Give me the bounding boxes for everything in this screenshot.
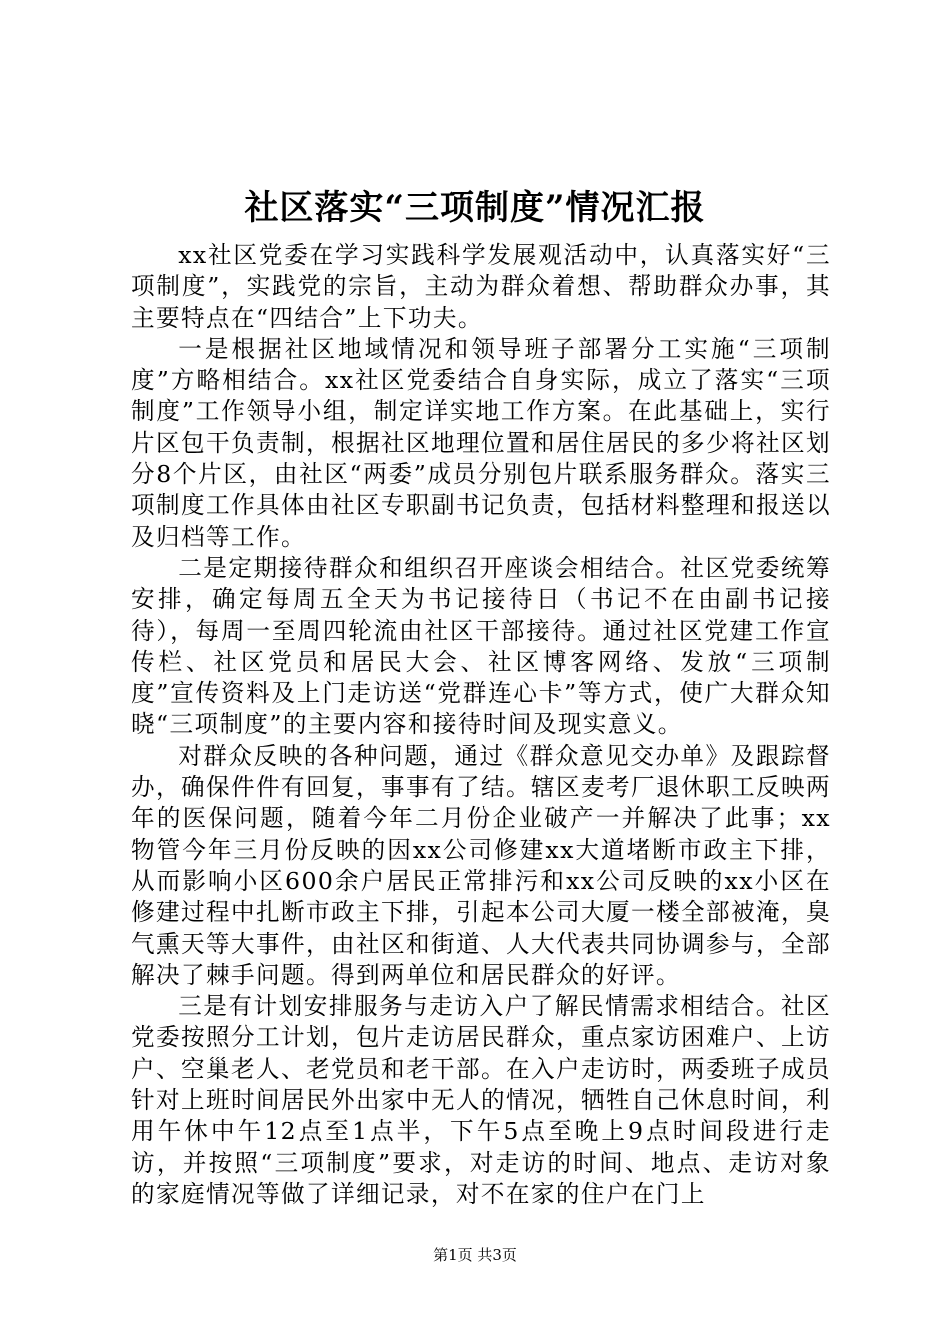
paragraph-third-point: 三是有计划安排服务与走访入户了解民情需求相结合。社区党委按照分工计划，包片走访居民群众，重点家访困难户、上访户、空巢老人、老党员和老干部。在入户走访时，两委班子成员针对上班时间居民外出家中无人的情况，牺牲自己休息时间，利用午休中午12点至1点半，下午5点至晚上9点时间段进行走访，并按照“三项制度”要求，对走访的时间、地点、走访对象的家庭情况等做了详细记录，对不在家的住户在门上 [131,992,831,1208]
paragraph-first-point: 一是根据社区地域情况和领导班子部署分工实施“三项制度”方略相结合。xx社区党委结合自身实际，成立了落实“三项制度”工作领导小组，制定详实地工作方案。在此基础上，实行片区包干负责制，根据社区地理位置和居住居民的多少将社区划分8个片区，由社区“两委”成员分别包片联系服务群众。落实三项制度工作具体由社区专职副书记负责，包括材料整理和报送以及归档等工作。 [131,334,831,551]
document-title: 社区落实“三项制度”情况汇报 [244,188,706,228]
page-footer: 第1页 共3页 [433,1246,517,1264]
document-body [131,240,831,1210]
paragraph-second-point: 二是定期接待群众和组织召开座谈会相结合。社区党委统筹安排，确定每周五全天为书记接待日（书记不在由副书记接待），每周一至周四轮流由社区干部接待。通过社区党建工作宣传栏、社区党员和居民大会、社区博客网络、发放“三项制度”宣传资料及上门走访送“党群连心卡”等方式，使广大群众知晓“三项制度”的主要内容和接待时间及现实意义。 [131,553,831,739]
paragraph-issue-handling: 对群众反映的各种问题，通过《群众意见交办单》及跟踪督办，确保件件有回复，事事有了结。辖区麦考厂退休职工反映两年的医保问题，随着今年二月份企业破产一并解决了此事；xx物管今年三月份反映的因xx公司修建xx大道堵断市政主下排，从而影响小区600余户居民正常排污和xx公司反映的xx小区在修建过程中扎断市政主下排，引起本公司大厦一楼全部被淹，臭气熏天等大事件，由社区和街道、人大代表共同协调参与，全部解决了棘手问题。得到两单位和居民群众的好评。 [131,741,831,989]
paragraph-intro: xx社区党委在学习实践科学发展观活动中，认真落实好“三项制度”，实践党的宗旨，主动为群众着想、帮助群众办事，其主要特点在“四结合”上下功夫。 [131,241,831,332]
